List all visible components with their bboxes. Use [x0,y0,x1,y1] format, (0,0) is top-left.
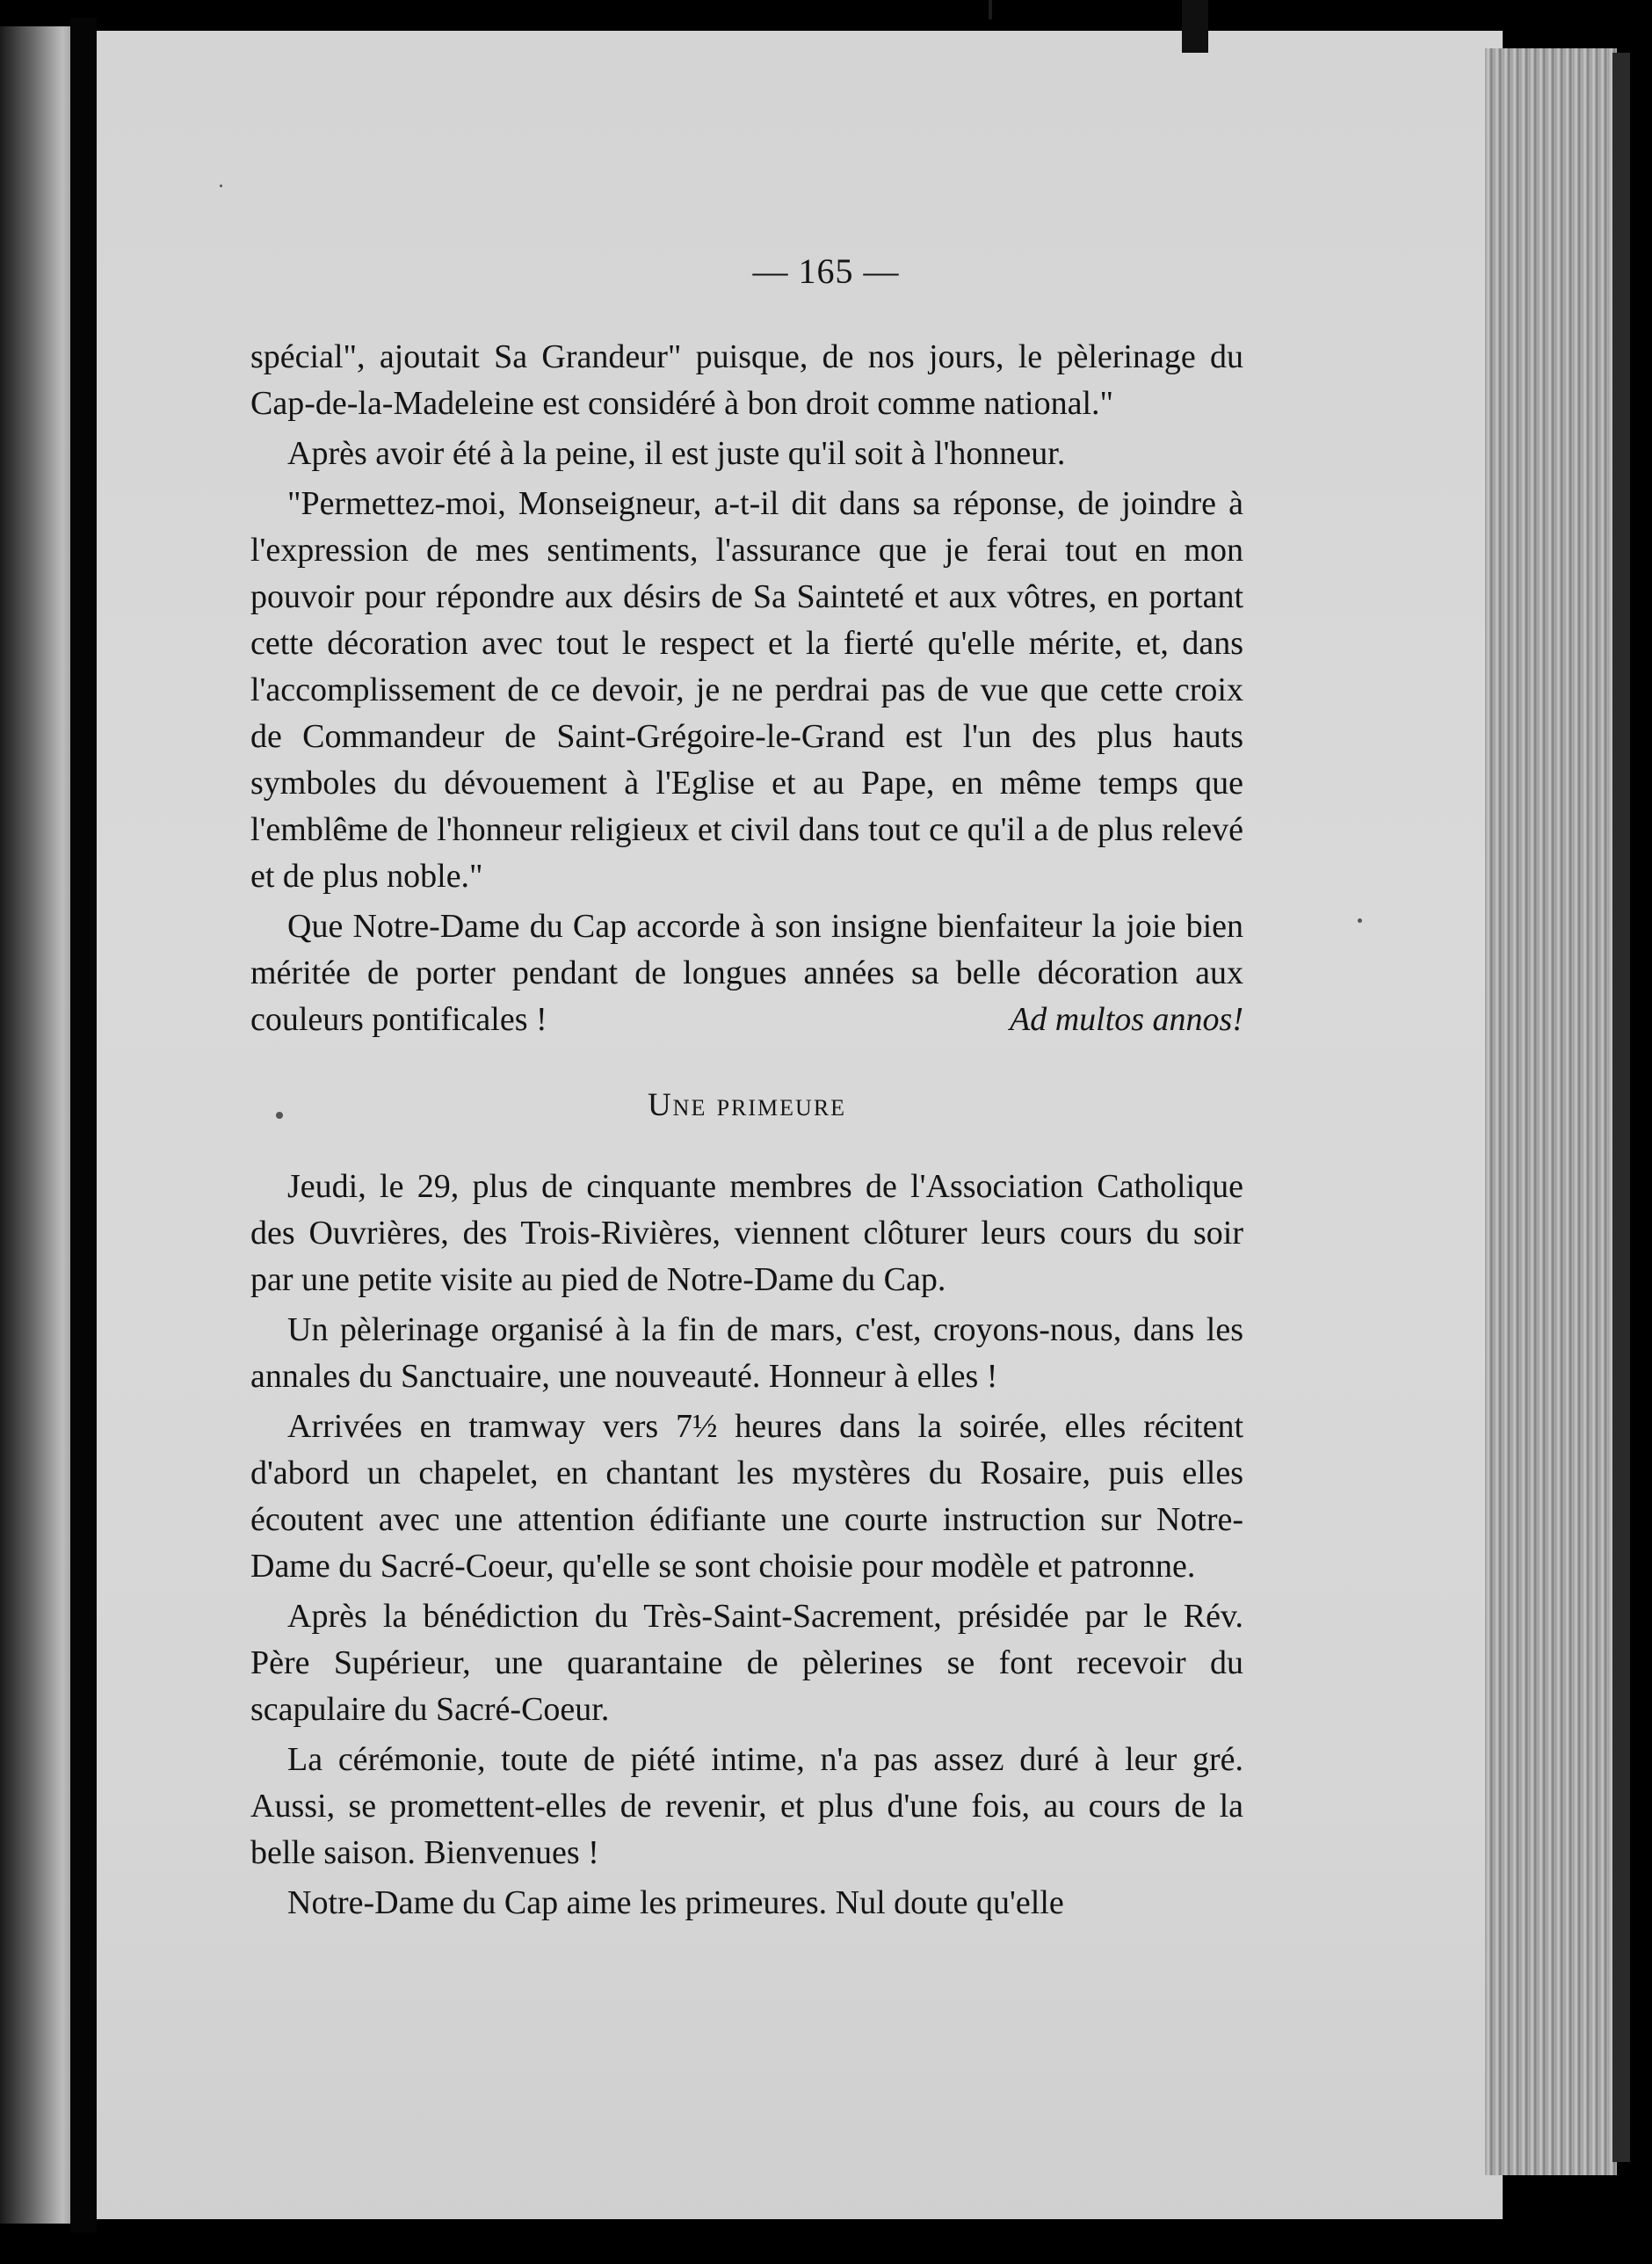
page-speck [1358,918,1362,923]
paragraph: spécial", ajoutait Sa Grandeur" puisque, de nos jours, le pèlerinage du Cap-de-la-Madeleine est considéré à bon droit comme national." [250,338,1243,422]
paragraph: Après avoir été à la peine, il est juste qu'il soit à l'honneur. [287,435,1066,472]
paragraph: Jeudi, le 29, plus de cinquante membres de l'Association Catholique des Ouvrières, des Trois-Rivières, viennent clôturer leurs cours du soir par une petite visite au pied de Notre-Dame du Cap. [250,1168,1243,1298]
paragraph: Arrivées en tramway vers 7½ heures dans la soirée, elles récitent d'abord un chapelet, en chantant les mystères du Rosaire, puis elles écoutent avec une attention édifiante une courte instruction sur Notre-Dame du Sacré-Coeur, qu'elle se sont choisie pour modèle et patronne. [250,1408,1243,1585]
paragraph: Après la bénédiction du Très-Saint-Sacrement, présidée par le Rév. Père Supérieur, une quarantaine de pèlerines se font recevoir du scapulaire du Sacré-Coeur. [250,1598,1243,1728]
page-stack-shadow [1612,53,1630,2162]
page-stack-edge [1485,48,1617,2175]
latin-acclamation: Ad multos annos! [1010,1001,1243,1038]
book-spine [70,18,97,2232]
closing-paragraph [250,903,1243,1043]
scan-mark [1182,0,1208,53]
scan-mark [989,0,992,19]
paragraph: "Permettez-moi, Monseigneur, a-t-il dit dans sa réponse, de joindre à l'expression de mes sentiments, l'assurance que je ferai tout en mon pouvoir pour répondre aux désirs de Sa Sainteté et aux vôtres, en portant cette décoration avec tout le respect et la fierté qu'elle mérite, et, dans l'accomplissement de ce devoir, je ne perdrai pas de vue que cette croix de Commandeur de Saint-Grégoire-le-Grand est l'un des plus hauts symboles du dévouement à l'Eglise et au Pape, en même temps que l'emblême de l'honneur religieux et civil dans tout ce qu'il a de plus relevé et de plus noble." [250,485,1243,895]
section-heading: Une primeure [647,1087,847,1123]
paragraph: Notre-Dame du Cap aime les primeures. Nul doute qu'elle [287,1884,1064,1921]
page-number: — 165 — [752,251,900,291]
paragraph: Un pèlerinage organisé à la fin de mars, c'est, croyons-nous, dans les annales du Sanctuaire, une nouveauté. Honneur à elles ! [250,1311,1243,1395]
paragraph: La cérémonie, toute de piété intime, n'a pas assez duré à leur gré. Aussi, se promettent-elles de revenir, et plus d'une fois, au cours de la belle saison. Bienvenues ! [250,1741,1243,1871]
page-text [250,334,1243,1930]
page-speck [220,185,222,187]
closing-paragraph-text: Que Notre-Dame du Cap accorde à son insigne bienfaiteur la joie bien méritée de porter pendant de longues années sa belle décoration aux couleurs pontificales ! [250,908,1243,1038]
page-speck [276,1112,283,1119]
